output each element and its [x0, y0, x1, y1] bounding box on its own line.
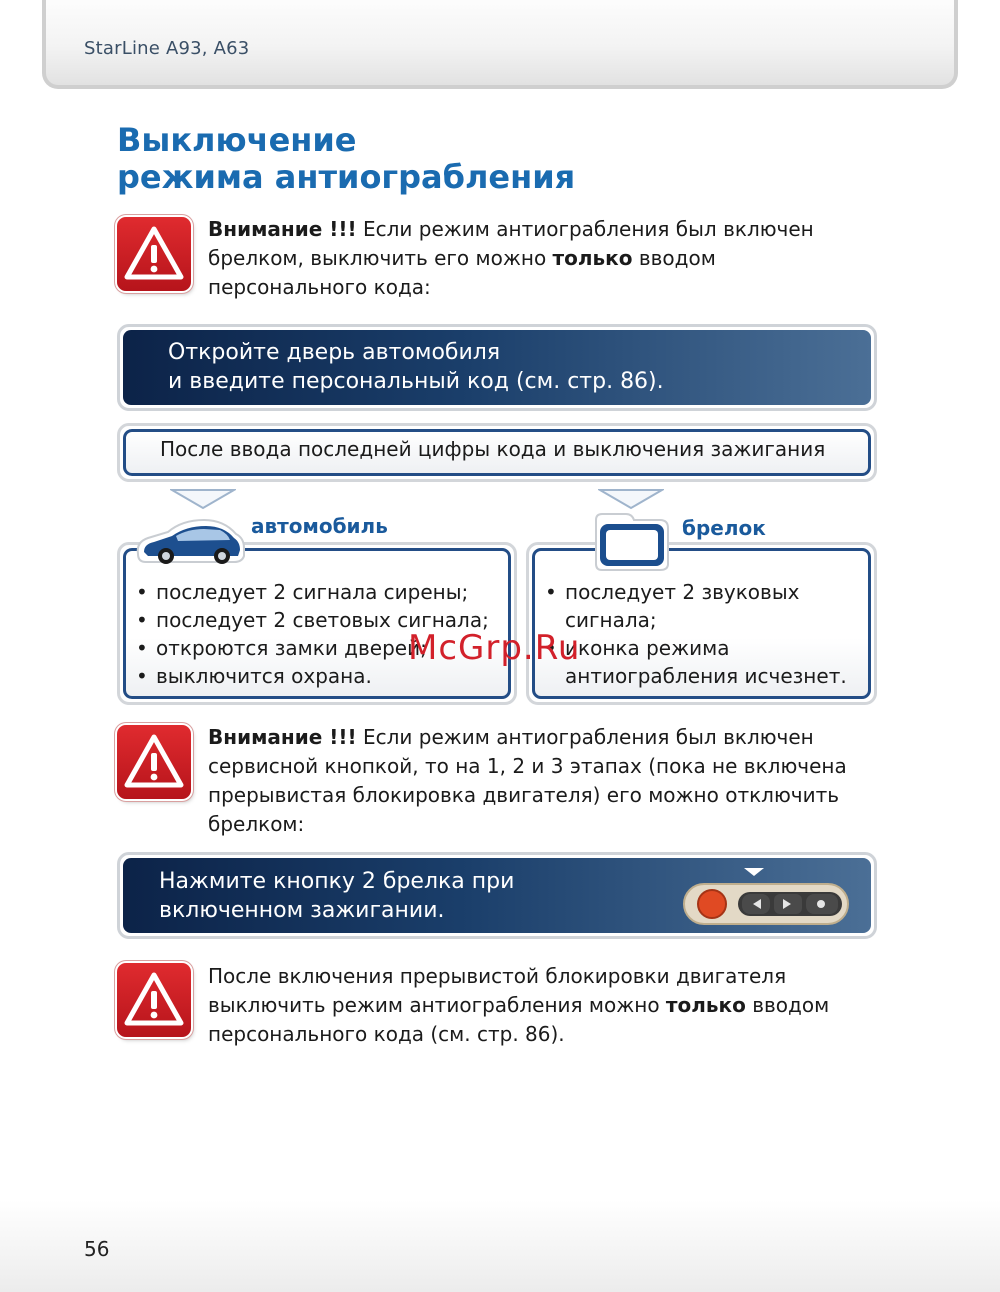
- warning-note-1-text-a: Если режим антиограбления был включен брелком, выключить его можно: [208, 217, 814, 270]
- watermark: McGrp.Ru: [408, 628, 581, 668]
- warning-note-2-bold: Внимание !!!: [208, 725, 357, 749]
- list-item: • выключится охрана.: [134, 662, 514, 690]
- warning-note-3-text-a: После включения прерывистой блокировки двигателя выключить режим антиограбления можно: [208, 964, 787, 1017]
- fob-result-list: [543, 578, 865, 690]
- warning-note-3-strong: только: [665, 993, 746, 1017]
- step-open-door-text: [168, 338, 664, 396]
- key-fob-buttons-icon: [682, 866, 850, 930]
- fob-result-box: [526, 542, 877, 705]
- header-title: StarLine A93, A63: [84, 38, 250, 59]
- step-press-button-text: [159, 867, 514, 925]
- warning-note-2: [208, 723, 848, 839]
- step-open-door-box: [117, 324, 877, 411]
- warning-icon: [117, 725, 191, 799]
- arrow-down-icon: [598, 488, 664, 510]
- warning-icon: [117, 217, 191, 291]
- fob-label: брелок: [682, 516, 766, 540]
- list-item: • иконка режима антиограбления исчезнет.: [543, 634, 865, 690]
- warning-note-3: [208, 962, 848, 1049]
- warning-note-1-text-b: вводом персонального кода:: [208, 246, 716, 299]
- warning-note-1-strong: только: [552, 246, 633, 270]
- page-number: 56: [84, 1237, 110, 1261]
- list-item: • откроются замки дверей;: [134, 634, 514, 662]
- step-after-code-box: [117, 423, 877, 482]
- page-title: [117, 122, 575, 196]
- car-label: автомобиль: [251, 514, 388, 538]
- step-press-button-line2: включенном зажигании.: [159, 898, 445, 923]
- page-title-line1: Выключение: [117, 121, 357, 159]
- arrow-down-icon: [170, 488, 236, 510]
- key-fob-screen-icon: [590, 512, 672, 572]
- step-open-door-line2: и введите персональный код (см. стр. 86).: [168, 369, 664, 394]
- warning-note-1: [208, 215, 848, 302]
- warning-icon: [117, 963, 191, 1037]
- list-item: • последует 2 сигнала сирены;: [134, 578, 514, 606]
- list-item: • последует 2 световых сигнала;: [134, 606, 514, 634]
- warning-note-3-text-b: вводом персонального кода (см. стр. 86).: [208, 993, 830, 1046]
- page-title-line2: режима антиограбления: [117, 158, 576, 196]
- step-open-door-line1: Откройте дверь автомобиля: [168, 340, 501, 365]
- step-after-code-text: После ввода последней цифры кода и выключения зажигания: [160, 437, 826, 461]
- step-press-button-line1: Нажмите кнопку 2 брелка при: [159, 869, 515, 894]
- car-icon: [134, 514, 246, 570]
- page-footer: [0, 1200, 1000, 1292]
- list-item: • последует 2 звуковых сигнала;: [543, 578, 865, 634]
- warning-note-1-bold: Внимание !!!: [208, 217, 357, 241]
- warning-note-2-text: Если режим антиограбления был включен сервисной кнопкой, то на 1, 2 и 3 этапах (пока не включена прерывистая блокировка двигателя) его можно отключить брелком:: [208, 725, 847, 836]
